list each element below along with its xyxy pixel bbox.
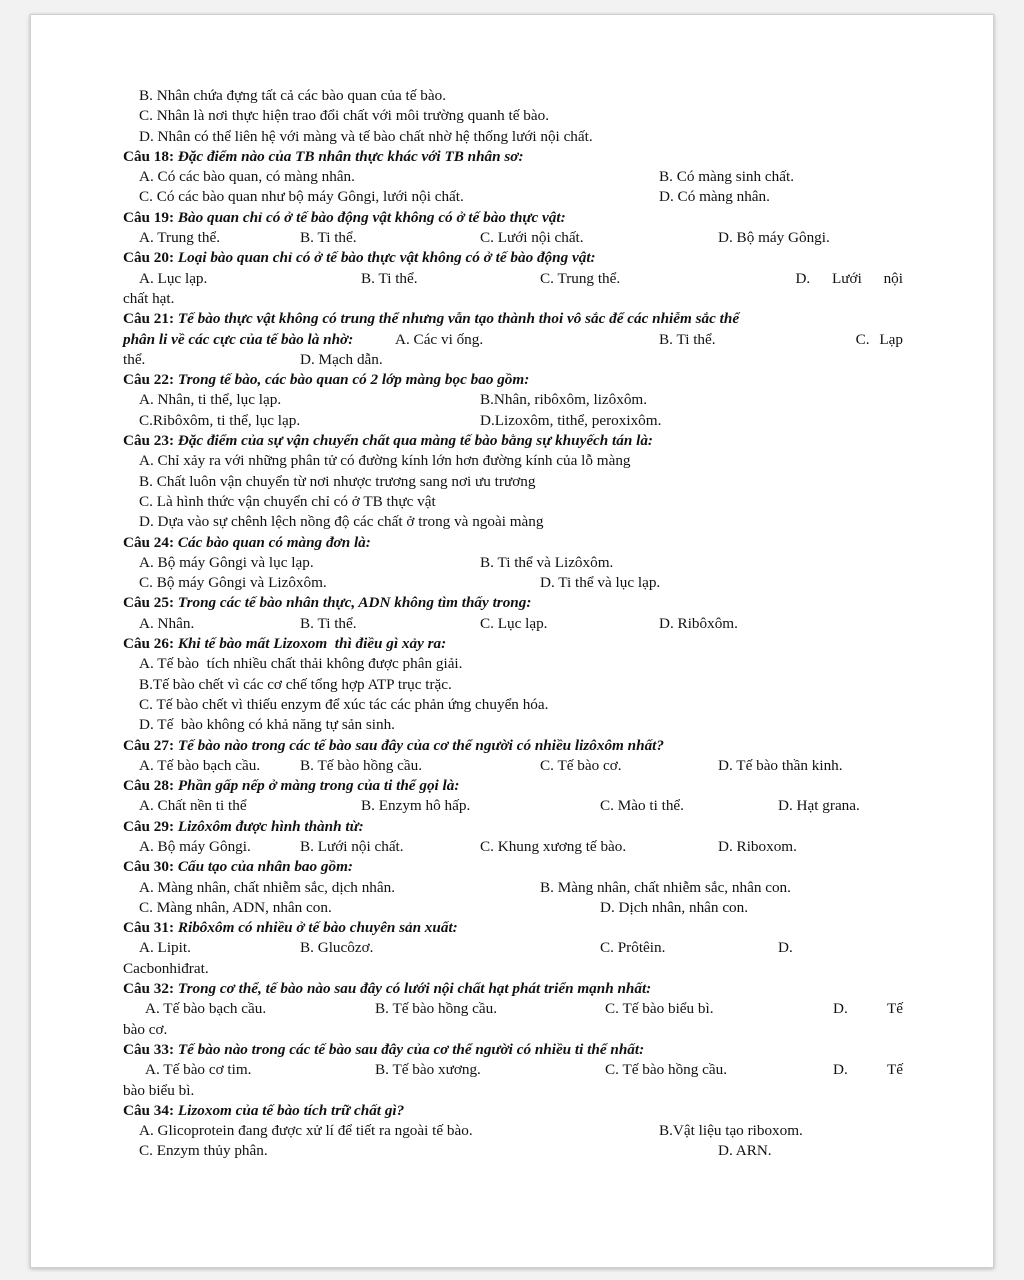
option-b: B. Tế bào hồng cầu. <box>375 1000 498 1018</box>
question-label: Câu 20: <box>123 249 175 267</box>
option-c: C. Prôtêin. <box>600 939 666 957</box>
question-label: Câu 27: <box>123 736 175 754</box>
option-row <box>123 228 903 248</box>
option-a: A. Bộ máy Gôngi và lục lạp. <box>139 553 314 571</box>
option-line <box>123 106 903 126</box>
option-b: B. Enzym hô hấp. <box>361 797 471 815</box>
option-c: C. Mào ti thể. <box>600 797 684 815</box>
question-29 <box>123 817 903 837</box>
option-c <box>123 492 903 512</box>
option-text: B.Tế bào chết vì các cơ chế tổng hợp ATP trục trặc. <box>139 675 452 693</box>
option-row <box>123 553 903 573</box>
option-b: B. Ti thể và Lizôxôm. <box>480 553 614 571</box>
option-d <box>123 715 903 735</box>
option-d-text: Tế <box>886 1000 903 1018</box>
option-c: C. Tế bào hồng cầu. <box>605 1061 728 1079</box>
question-text: Phần gấp nếp ở màng trong của ti thể gọi là: <box>177 777 460 795</box>
option-row <box>123 573 903 593</box>
question-text: Tế bào nào trong các tế bào sau đây của cơ thể người có nhiều lizôxôm nhất? <box>177 736 664 754</box>
question-18 <box>123 147 903 167</box>
option-a: A. Tế bào bạch cầu. <box>145 1000 267 1018</box>
option-line <box>123 127 903 147</box>
option-a: A. Tế bào cơ tim. <box>145 1061 252 1079</box>
option-d: D. Ti thể và lục lạp. <box>540 574 661 592</box>
question-20 <box>123 248 903 268</box>
question-32 <box>123 979 903 999</box>
option-text: D. Nhân có thể liên hệ với màng và tế bào chất nhờ hệ thống lưới nội chất. <box>139 127 593 145</box>
option-b: B. Ti thể. <box>659 330 716 348</box>
option-row <box>123 350 903 370</box>
option-continuation <box>123 289 903 309</box>
question-list <box>123 86 903 1162</box>
option-b: B. Tế bào hồng cầu. <box>300 756 423 774</box>
option-a: A. Lục lạp. <box>139 269 208 287</box>
option-row <box>123 1060 903 1080</box>
option-row <box>123 614 903 634</box>
option-b: B.Vật liệu tạo riboxom. <box>659 1122 803 1140</box>
question-text: Khi tế bào mất Lizoxom thì điều gì xảy ra: <box>177 635 447 653</box>
option-d: D. Có màng nhân. <box>659 188 770 206</box>
question-label: Câu 26: <box>123 635 175 653</box>
option-c: C. Có các bào quan như bộ máy Gôngi, lưới nội chất. <box>139 188 464 206</box>
question-text: Trong cơ thể, tế bào nào sau đây có lưới nội chất hạt phát triển mạnh nhất: <box>177 980 652 998</box>
option-text: B. Chất luôn vận chuyển từ nơi nhược trương sang nơi ưu trương <box>139 472 536 490</box>
option-d <box>123 512 903 532</box>
option-text: C. Là hình thức vận chuyển chỉ có ở TB thực vật <box>139 492 436 510</box>
option-c: C. Màng nhân, ADN, nhân con. <box>139 898 332 916</box>
option-d-continued: Cacbonhiđrat. <box>123 959 209 977</box>
option-c <box>123 695 903 715</box>
option-a <box>123 654 903 674</box>
option-d-continued: bào cơ. <box>123 1020 168 1038</box>
option-d: D. <box>833 1000 848 1018</box>
question-label: Câu 25: <box>123 594 175 612</box>
option-a: A. Nhân, ti thể, lục lạp. <box>139 391 282 409</box>
option-b: B.Nhân, ribôxôm, lizôxôm. <box>480 391 648 409</box>
option-c: C. Lạp <box>855 330 903 348</box>
option-a: A. Bộ máy Gôngi. <box>139 837 251 855</box>
option-row <box>123 1121 903 1141</box>
question-text: Cấu tạo của nhân bao gồm: <box>177 858 353 876</box>
question-text: Trong tế bào, các bào quan có 2 lớp màng bọc bao gồm: <box>177 371 530 389</box>
option-b: B. Ti thể. <box>361 269 418 287</box>
option-row <box>123 837 903 857</box>
option-row <box>123 187 903 207</box>
document-page <box>30 14 994 1268</box>
option-b: B. Tế bào xương. <box>375 1061 481 1079</box>
option-a: A. Các vi ống. <box>395 330 484 348</box>
option-a: A. Trung thể. <box>139 229 221 247</box>
question-text-continued: phân li về các cực của tế bào là nhờ: <box>123 330 354 348</box>
option-text: B. Nhân chứa đựng tất cả các bào quan của tế bào. <box>139 87 447 104</box>
option-d: D. ARN. <box>718 1142 772 1160</box>
question-text: Trong các tế bào nhân thực, ADN không tìm thấy trong: <box>177 594 532 612</box>
option-line <box>123 86 903 106</box>
question-31 <box>123 918 903 938</box>
option-row <box>123 756 903 776</box>
option-a: A. Nhân. <box>139 614 195 632</box>
question-21 <box>123 309 903 329</box>
question-label: Câu 32: <box>123 980 175 998</box>
option-d: D. Hạt grana. <box>778 797 860 815</box>
option-row <box>123 1141 903 1161</box>
option-row <box>123 411 903 431</box>
option-row <box>123 269 903 289</box>
question-text: Lizoxom của tế bào tích trữ chất gì? <box>177 1101 405 1119</box>
option-c: C. Lưới nội chất. <box>480 229 584 247</box>
option-c: C. Khung xương tế bào. <box>480 837 627 855</box>
question-label: Câu 31: <box>123 919 175 937</box>
question-text: Đặc điểm của sự vận chuyển chất qua màng tế bào bằng sự khuyếch tán là: <box>177 432 653 450</box>
question-34 <box>123 1101 903 1121</box>
option-continuation <box>123 1081 903 1101</box>
option-d-continued: chất hạt. <box>123 289 175 307</box>
option-text: C. Tế bào chết vì thiếu enzym để xúc tác các phản ứng chuyển hóa. <box>139 695 549 713</box>
option-d: D. Mạch dẫn. <box>300 350 383 368</box>
question-label: Câu 19: <box>123 208 175 226</box>
option-row <box>123 796 903 816</box>
option-text: D. Dựa vào sự chênh lệch nồng độ các chất ở trong và ngoài màng <box>139 513 544 531</box>
option-b: B. Ti thể. <box>300 614 357 632</box>
option-b <box>123 675 903 695</box>
option-text: C. Nhân là nơi thực hiện trao đổi chất với môi trường quanh tế bào. <box>139 107 550 125</box>
option-c: C. Bộ máy Gôngi và Lizôxôm. <box>139 574 327 592</box>
option-c-continued: thể. <box>123 350 146 368</box>
option-text: D. Tế bào không có khả năng tự sản sinh. <box>139 716 395 734</box>
option-a <box>123 451 903 471</box>
option-row <box>123 878 903 898</box>
question-text: Đặc điểm nào của TB nhân thực khác với TB nhân sơ: <box>177 147 524 165</box>
question-30 <box>123 857 903 877</box>
option-d: D. Riboxom. <box>718 837 797 855</box>
option-b: B. Màng nhân, chất nhiễm sắc, nhân con. <box>540 878 791 896</box>
question-24 <box>123 533 903 553</box>
question-label: Câu 29: <box>123 817 175 835</box>
question-text: Tế bào thực vật không có trung thể nhưng vẫn tạo thành thoi vô sắc để các nhiễm sắc thể <box>177 310 740 328</box>
option-d: D. Bộ máy Gôngi. <box>718 229 830 247</box>
option-a: A. Tế bào bạch cầu. <box>139 756 261 774</box>
question-text: Ribôxôm có nhiều ở tế bào chuyên sản xuất: <box>177 919 458 937</box>
question-text: Loại bào quan chỉ có ở tế bào thực vật không có ở tế bào động vật: <box>177 249 596 267</box>
question-text: Tế bào nào trong các tế bào sau đây của cơ thể người có nhiều ti thể nhất: <box>177 1040 645 1058</box>
option-b: B. Glucôzơ. <box>300 939 374 957</box>
question-text: Các bào quan có màng đơn là: <box>177 533 371 551</box>
question-23 <box>123 431 903 451</box>
option-row <box>123 938 903 958</box>
question-label: Câu 21: <box>123 310 175 328</box>
option-d: D. Dịch nhân, nhân con. <box>600 898 749 916</box>
option-continuation <box>123 1020 903 1040</box>
option-b: B. Có màng sinh chất. <box>659 168 794 186</box>
option-d: D. <box>778 939 793 957</box>
option-d: D.Lizoxôm, tithể, peroxixôm. <box>480 411 662 429</box>
question-label: Câu 28: <box>123 777 175 795</box>
question-22 <box>123 370 903 390</box>
question-label: Câu 18: <box>123 147 175 165</box>
question-label: Câu 33: <box>123 1040 175 1058</box>
option-d: D. Ribôxôm. <box>659 614 738 632</box>
option-a: A. Glicoprotein đang được xử lí để tiết ra ngoài tế bào. <box>139 1122 473 1140</box>
option-c: C. Tế bào biểu bì. <box>605 1000 714 1018</box>
option-b: B. Ti thể. <box>300 229 357 247</box>
option-c: C. Lục lạp. <box>480 614 548 632</box>
question-label: Câu 23: <box>123 432 175 450</box>
option-a: A. Chất nền ti thể <box>139 797 247 815</box>
question-text-row <box>123 330 903 350</box>
question-text: Bào quan chỉ có ở tế bào động vật không có ở tế bào thực vật: <box>177 208 566 226</box>
question-26 <box>123 634 903 654</box>
question-text: Lizôxôm được hình thành từ: <box>177 817 364 835</box>
question-label: Câu 22: <box>123 371 175 389</box>
option-c: C. Tế bào cơ. <box>540 756 622 774</box>
option-a: A. Lipit. <box>139 939 191 957</box>
question-label: Câu 24: <box>123 533 175 551</box>
option-text: A. Chỉ xảy ra với những phân tử có đường kính lớn hơn đường kính của lỗ màng <box>139 452 631 470</box>
question-19 <box>123 208 903 228</box>
option-c: C. Trung thể. <box>540 269 621 287</box>
option-c: C. Enzym thủy phân. <box>139 1142 268 1160</box>
question-27 <box>123 736 903 756</box>
option-c: C.Ribôxôm, ti thể, lục lạp. <box>139 411 301 429</box>
question-label: Câu 30: <box>123 858 175 876</box>
option-b <box>123 472 903 492</box>
option-b: B. Lưới nội chất. <box>300 837 404 855</box>
question-28 <box>123 776 903 796</box>
option-d: D. Tế bào thần kinh. <box>718 756 843 774</box>
option-continuation <box>123 959 903 979</box>
option-row <box>123 999 903 1019</box>
option-a: A. Có các bào quan, có màng nhân. <box>139 168 355 186</box>
option-d: D. <box>833 1061 848 1079</box>
question-33 <box>123 1040 903 1060</box>
option-text: A. Tế bào tích nhiều chất thải không được phân giải. <box>139 655 463 673</box>
question-25 <box>123 593 903 613</box>
option-a: A. Màng nhân, chất nhiễm sắc, dịch nhân. <box>139 878 396 896</box>
option-d-continued: bào biểu bì. <box>123 1081 195 1099</box>
question-label: Câu 34: <box>123 1101 175 1119</box>
option-d-text: Tế <box>886 1061 903 1079</box>
option-row <box>123 898 903 918</box>
option-d: D. Lưới nội <box>795 269 903 287</box>
option-row <box>123 167 903 187</box>
option-row <box>123 390 903 410</box>
